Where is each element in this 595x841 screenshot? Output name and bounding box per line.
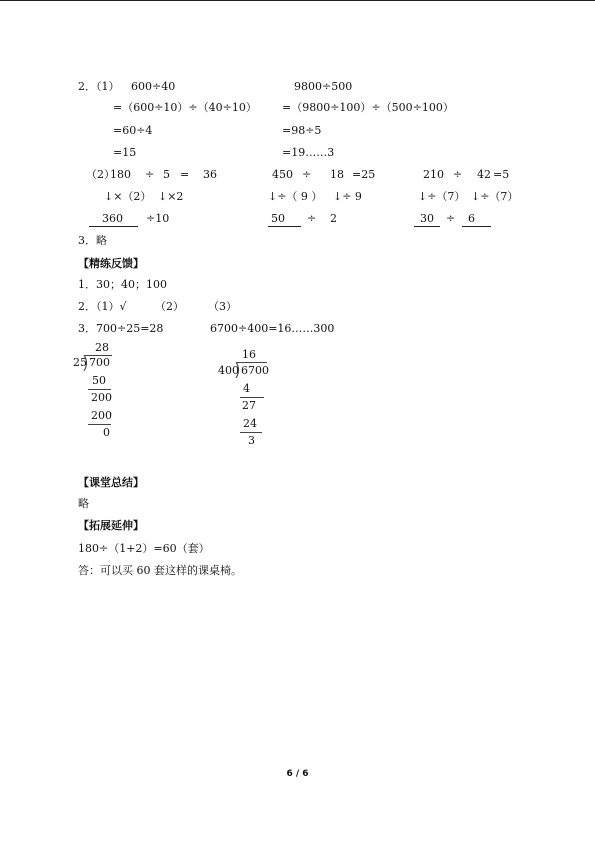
step-3b: =19……3 [282,146,335,159]
page-number: 6 / 6 [286,769,309,779]
c3-bot1: 30 [420,212,434,225]
extend-answer: 答：可以买 60 套这样的课桌椅。 [78,564,242,577]
step-2b: =98÷5 [282,124,322,137]
summary-heading: 【课堂总结】 [78,476,144,489]
practice-line-2a: 2．（1）√ [78,300,127,313]
item-3: 3．略 [78,234,107,247]
c3-n2: 42 [477,168,491,181]
c2-bot1: 50 [271,212,285,225]
c1-res: 36 [203,168,217,181]
part-2-label: （2） [86,168,115,181]
div1-line2 [88,424,111,425]
c2-arrow1: ↓÷（ 9 ） [268,190,323,203]
c3-res: =5 [493,168,510,181]
c1-arrow1: ↓×（2） [104,190,152,203]
page-top-border [0,0,595,1]
practice-line-1: 1．30；40；100 [78,278,167,291]
div2-step1: 4 [243,382,250,395]
c2-n2: 18 [330,168,344,181]
div1-step2: 200 [91,391,112,404]
div2-line2 [240,432,262,433]
c1-n1: 180 [110,168,131,181]
div2-remainder: 3 [248,434,255,447]
div2-step2: 27 [242,399,256,412]
c2-arrow2: ↓÷ 9 [333,190,362,203]
c3-n1: 210 [423,168,444,181]
c3-arrow2: ↓÷（7） [471,190,519,203]
div1-step1: 50 [92,374,106,387]
c2-botop: ÷ [307,212,317,225]
practice-line-2b: （2） [155,300,184,313]
step-3a: =15 [113,146,137,159]
practice-line-2c: （3） [208,300,237,313]
c3-op: ÷ [453,168,463,181]
problem-2-label: 2．（1） [78,80,120,93]
c2-res: =25 [352,168,376,181]
c3-botop: ÷ [446,212,456,225]
div2-bar [237,362,267,363]
c2-blank-underline [268,226,301,227]
c2-n1: 450 [272,168,293,181]
div1-quotient: 28 [95,341,109,354]
step-2a: =60÷4 [113,124,153,137]
c3-blank-underline-2 [462,226,491,227]
div2-dividend: 6700 [241,364,269,377]
c2-op: ÷ [302,168,312,181]
practice-line-3b: 6700÷400=16……300 [210,322,335,335]
extend-heading: 【拓展延伸】 [78,519,144,532]
expr-1b: 9800÷500 [294,80,353,93]
summary-text: 略 [78,497,89,510]
c3-arrow1: ↓÷（7） [418,190,466,203]
c1-op: ÷ [145,168,155,181]
c1-arrow2: ↓×2 [158,190,184,203]
div1-line1 [88,389,111,390]
expr-1a: 600÷40 [131,80,176,93]
c1-n2: 5 [163,168,170,181]
div1-step3: 200 [91,409,112,422]
practice-line-3a: 3．700÷25=28 [78,322,164,335]
c1-bot1: 360 [102,212,123,225]
c3-blank-underline-1 [414,226,440,227]
div2-step3: 24 [243,417,257,430]
div1-dividend: 700 [89,356,110,369]
c2-bot2: 2 [330,212,337,225]
div2-divisor: 400 [218,364,239,377]
c1-bot2: ÷10 [146,212,170,225]
div2-quotient: 16 [242,348,256,361]
c1-eq: = [180,168,190,181]
c3-bot2: 6 [468,212,475,225]
step-1b: =（9800÷100）÷（500÷100） [282,101,454,114]
div1-divisor: 25 [73,356,87,369]
practice-heading: 【精练反馈】 [78,257,144,270]
c1-blank-underline [89,226,138,227]
step-1a: =（600÷10）÷（40÷10） [113,101,257,114]
div1-remainder: 0 [103,426,110,439]
extend-line-1: 180÷（1+2）=60（套） [78,542,210,555]
div2-line1 [240,397,264,398]
